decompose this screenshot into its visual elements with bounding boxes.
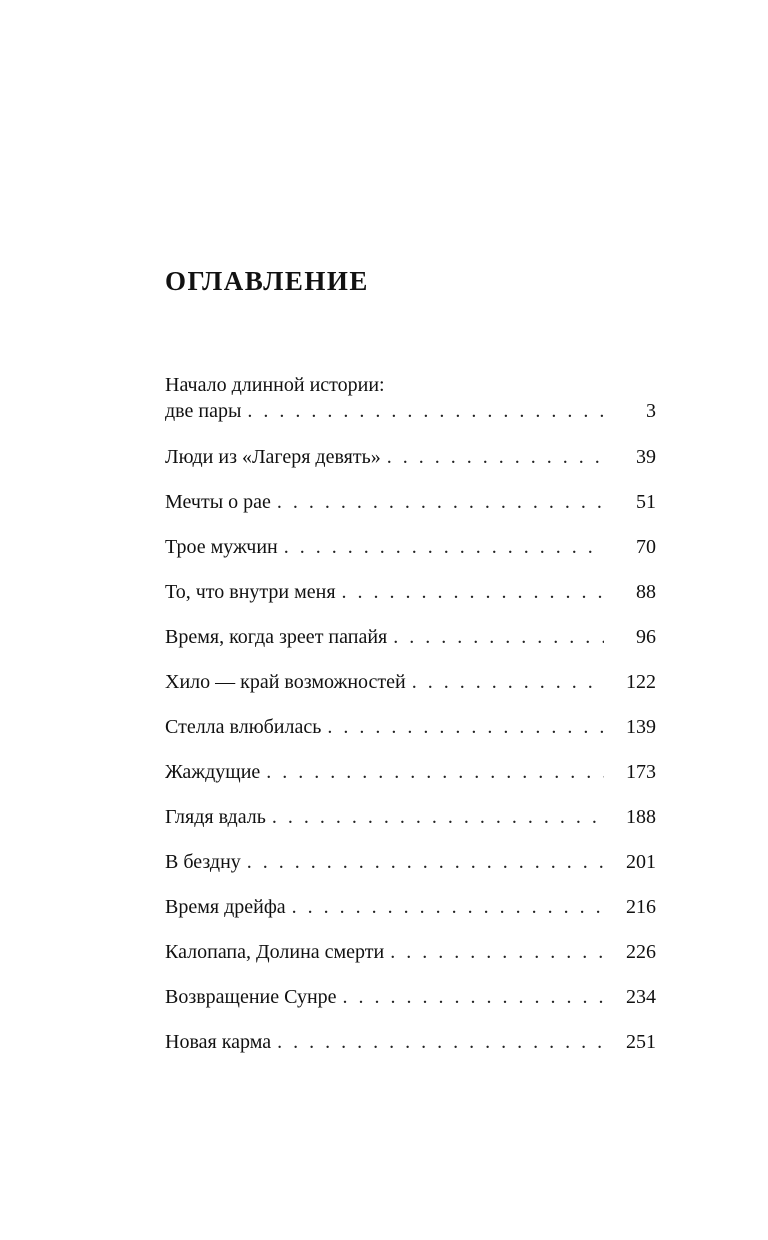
- toc-entry-row: [165, 1029, 656, 1055]
- toc-entry-label: Возвращение Сунре: [165, 986, 337, 1008]
- toc-entry-row: [165, 849, 656, 875]
- toc-entry-label: Стелла влюбилась: [165, 716, 322, 738]
- toc-list: [165, 372, 656, 1074]
- toc-entry-row: [165, 984, 656, 1010]
- toc-entry-label: То, что внутри меня: [165, 581, 336, 603]
- dot-leader: [342, 579, 604, 605]
- toc-entry-label: Новая карма: [165, 1031, 272, 1053]
- toc-entry-page: 216: [626, 896, 656, 918]
- toc-entry-page: 188: [626, 806, 656, 828]
- toc-entry-row: [165, 624, 656, 650]
- dot-leader: [277, 1029, 604, 1055]
- page-title: ОГЛАВЛЕНИЕ: [165, 266, 369, 296]
- toc-entry: [165, 372, 656, 444]
- dot-leader: [272, 804, 604, 830]
- toc-entry: [165, 669, 656, 714]
- toc-entry-label: Время, когда зреет папайя: [165, 626, 388, 648]
- toc-entry-label: Хило — край возможностей: [165, 671, 406, 693]
- toc-entry-row: [165, 669, 656, 695]
- toc-entry-label: Калопапа, Долина смерти: [165, 941, 385, 963]
- toc-entry-row: [165, 714, 656, 740]
- dot-leader: [284, 534, 604, 560]
- toc-entry: [165, 579, 656, 624]
- toc-entry-page: 122: [626, 671, 656, 693]
- toc-entry: [165, 714, 656, 759]
- toc-entry-page: 39: [636, 446, 656, 468]
- toc-entry-row: [165, 534, 656, 560]
- toc-entry-page: 51: [636, 491, 656, 513]
- toc-entry-page: 88: [636, 581, 656, 603]
- toc-entry: [165, 984, 656, 1029]
- toc-entry-page: 173: [626, 761, 656, 783]
- dot-leader: [247, 849, 604, 875]
- toc-entry-page: 226: [626, 941, 656, 963]
- toc-entry: [165, 939, 656, 984]
- toc-entry-page: 3: [646, 400, 656, 422]
- toc-entry-label-line1: Начало длинной истории:: [165, 374, 385, 396]
- toc-entry: [165, 489, 656, 534]
- toc-entry-row: [165, 939, 656, 965]
- toc-entry-label: Жаждущие: [165, 761, 261, 783]
- toc-entry-label: Люди из «Лагеря девять»: [165, 446, 381, 468]
- toc-entry: [165, 804, 656, 849]
- dot-leader: [277, 489, 604, 515]
- toc-entry: [165, 444, 656, 489]
- toc-entry-page: 139: [626, 716, 656, 738]
- toc-entry: [165, 1029, 656, 1074]
- toc-entry: [165, 894, 656, 939]
- toc-entry-page: 234: [626, 986, 656, 1008]
- toc-entry-label: Мечты о рае: [165, 491, 271, 513]
- dot-leader: [292, 894, 604, 920]
- toc-entry-page: 201: [626, 851, 656, 873]
- dot-leader: [266, 759, 604, 785]
- toc-entry-label: Трое мужчин: [165, 536, 278, 558]
- dot-leader: [387, 444, 604, 470]
- toc-entry-label: Глядя вдаль: [165, 806, 266, 828]
- toc-entry-label: Время дрейфа: [165, 896, 286, 918]
- toc-entry-label: две пары: [165, 400, 242, 422]
- toc-entry-page: 70: [636, 536, 656, 558]
- toc-entry: [165, 624, 656, 669]
- dot-leader: [412, 669, 604, 695]
- dot-leader: [327, 714, 604, 740]
- toc-entry-row: [165, 398, 656, 424]
- toc-entry: [165, 759, 656, 804]
- toc-entry-row: [165, 894, 656, 920]
- toc-entry-row: [165, 759, 656, 785]
- toc-entry-row: [165, 579, 656, 605]
- toc-entry-row: [165, 804, 656, 830]
- dot-leader: [393, 624, 604, 650]
- dot-leader: [390, 939, 604, 965]
- toc-entry-page: 96: [636, 626, 656, 648]
- toc-entry-label: В бездну: [165, 851, 241, 873]
- toc-entry-row: [165, 444, 656, 470]
- toc-entry: [165, 849, 656, 894]
- toc-entry-page: 251: [626, 1031, 656, 1053]
- dot-leader: [247, 398, 604, 424]
- toc-entry-row: [165, 489, 656, 515]
- toc-entry: [165, 534, 656, 579]
- dot-leader: [343, 984, 604, 1010]
